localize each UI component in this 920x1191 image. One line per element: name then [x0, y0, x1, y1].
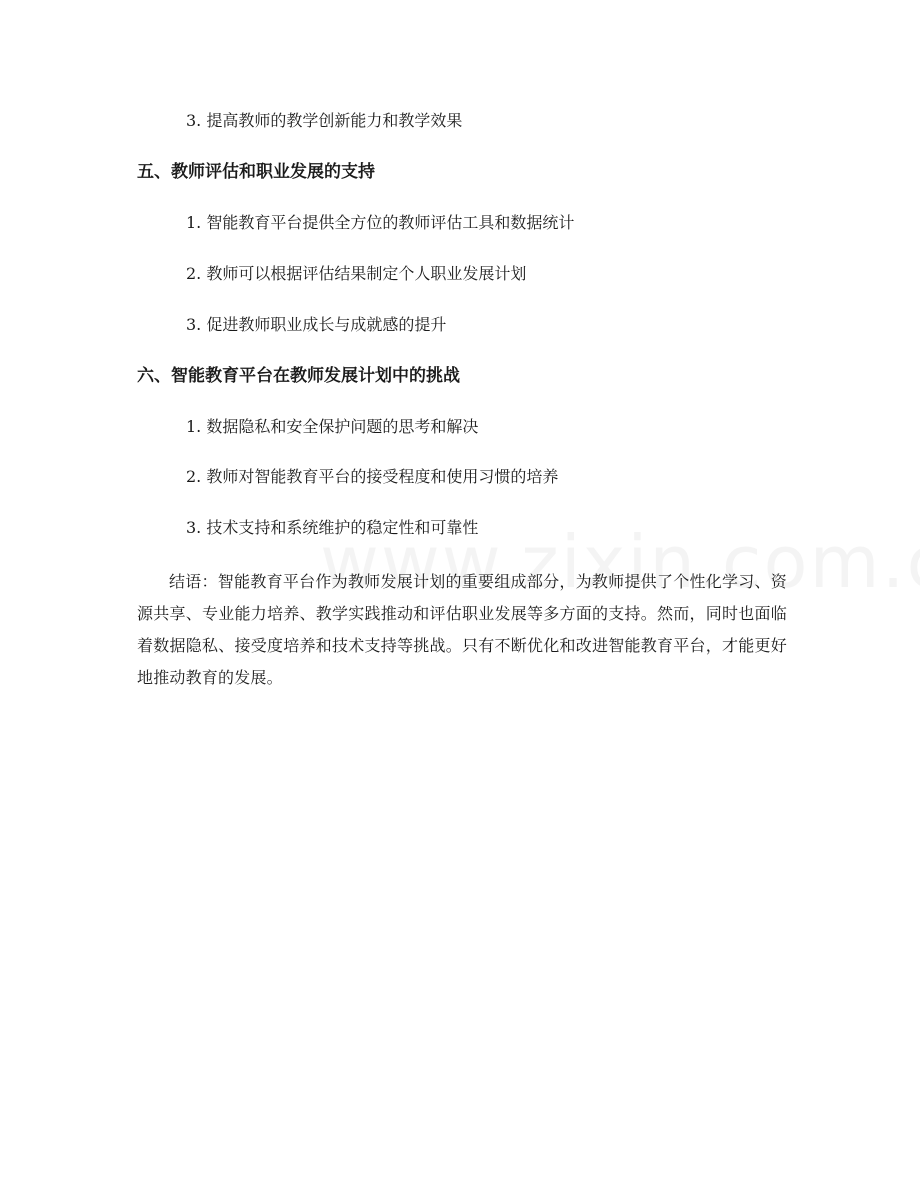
list-item-5-2: 2. 教师可以根据评估结果制定个人职业发展计划: [186, 264, 527, 283]
list-item-5-1: 1. 智能教育平台提供全方位的教师评估工具和数据统计: [186, 213, 575, 232]
section-heading-5: 五、教师评估和职业发展的支持: [137, 162, 375, 182]
list-item-6-3: 3. 技术支持和系统维护的稳定性和可靠性: [186, 518, 479, 537]
list-item-6-2: 2. 教师对智能教育平台的接受程度和使用习惯的培养: [186, 467, 559, 486]
conclusion-paragraph: 结语：智能教育平台作为教师发展计划的重要组成部分，为教师提供了个性化学习、资源共享、专业能力培养、教学实践推动和评估职业发展等多方面的支持。然而，同时也面临着数据隐私、接受度培养和技术支持等挑战。只有不断优化和改进智能教育平台，才能更好地推动教育的发展。: [137, 572, 787, 687]
section-heading-6: 六、智能教育平台在教师发展计划中的挑战: [137, 366, 460, 386]
list-item-5-3: 3. 促进教师职业成长与成就感的提升: [186, 315, 447, 334]
list-item-4-3: 3. 提高教师的教学创新能力和教学效果: [186, 111, 463, 130]
list-item-6-1: 1. 数据隐私和安全保护问题的思考和解决: [186, 417, 479, 436]
